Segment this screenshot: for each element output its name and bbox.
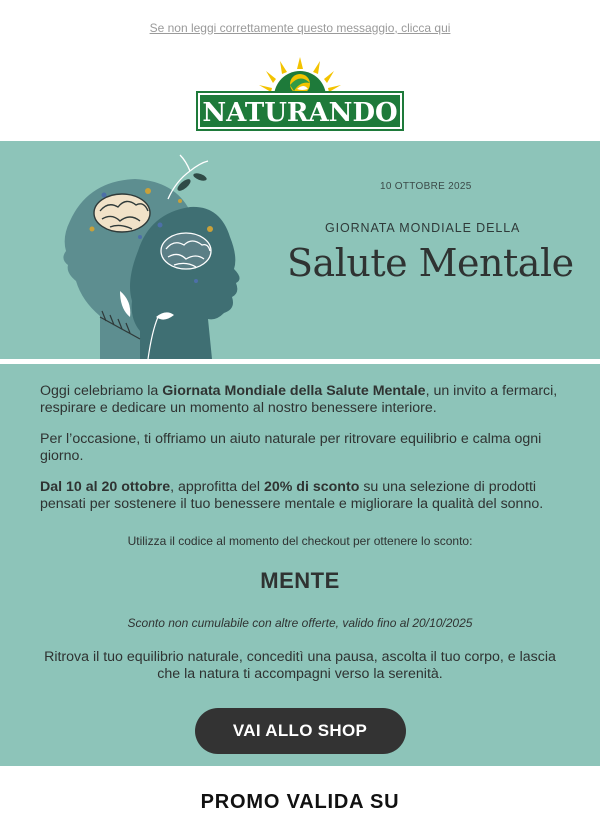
mental-health-illustration	[40, 141, 270, 359]
leaf-icon	[176, 172, 208, 193]
promo-title: PROMO VALIDA SU	[200, 791, 400, 813]
view-online-link[interactable]: Se non leggi correttamente questo messaggio, clicca qui	[149, 20, 451, 35]
hero-banner	[0, 141, 600, 359]
naturando-logo[interactable]	[194, 55, 406, 133]
shop-button[interactable]: VAI ALLO SHOP	[195, 708, 406, 754]
promo-section	[0, 766, 600, 813]
hero-title: Salute Mentale	[287, 241, 574, 285]
event-date: 10 OTTOBRE 2025	[380, 181, 472, 192]
logo-text: NATURANDO	[202, 98, 398, 128]
hero-subtitle: GIORNATA MONDIALE DELLA	[325, 221, 521, 235]
logo-area	[0, 55, 600, 141]
discount-note: Sconto non cumulabile con altre offerte, valido fino al 20/10/2025	[127, 615, 473, 630]
brain-icon	[94, 194, 150, 232]
preheader	[0, 0, 600, 55]
offer-paragraph: Per l’occasione, ti offriamo un aiuto naturale per ritrovare equilibrio e calma ogni giorno.	[40, 431, 542, 464]
code-instruction: Utilizza il codice al momento del checkout per ottenere lo sconto:	[127, 534, 473, 548]
discount-code: MENTE	[260, 567, 340, 593]
cta-container	[40, 682, 560, 754]
closing-paragraph: Ritrova il tuo equilibrio naturale, conceditì una pausa, ascolta il tuo corpo, e lascia che la natura ti accompagni verso la serenità.	[44, 649, 556, 682]
brain-icon	[161, 233, 211, 269]
email-body	[0, 364, 600, 766]
intro-paragraph: Oggi celebriamo la Giornata Mondiale della Salute Mentale, un invito a fermarci, respirare e dedicare un momento al nostro benessere interiore.	[40, 383, 558, 416]
discount-paragraph: Dal 10 al 20 ottobre, approfitta del 20% di sconto su una selezione di prodotti pensati per sostenere il tuo benessere mentale e migliorare la qualità del sonno.	[40, 479, 544, 512]
